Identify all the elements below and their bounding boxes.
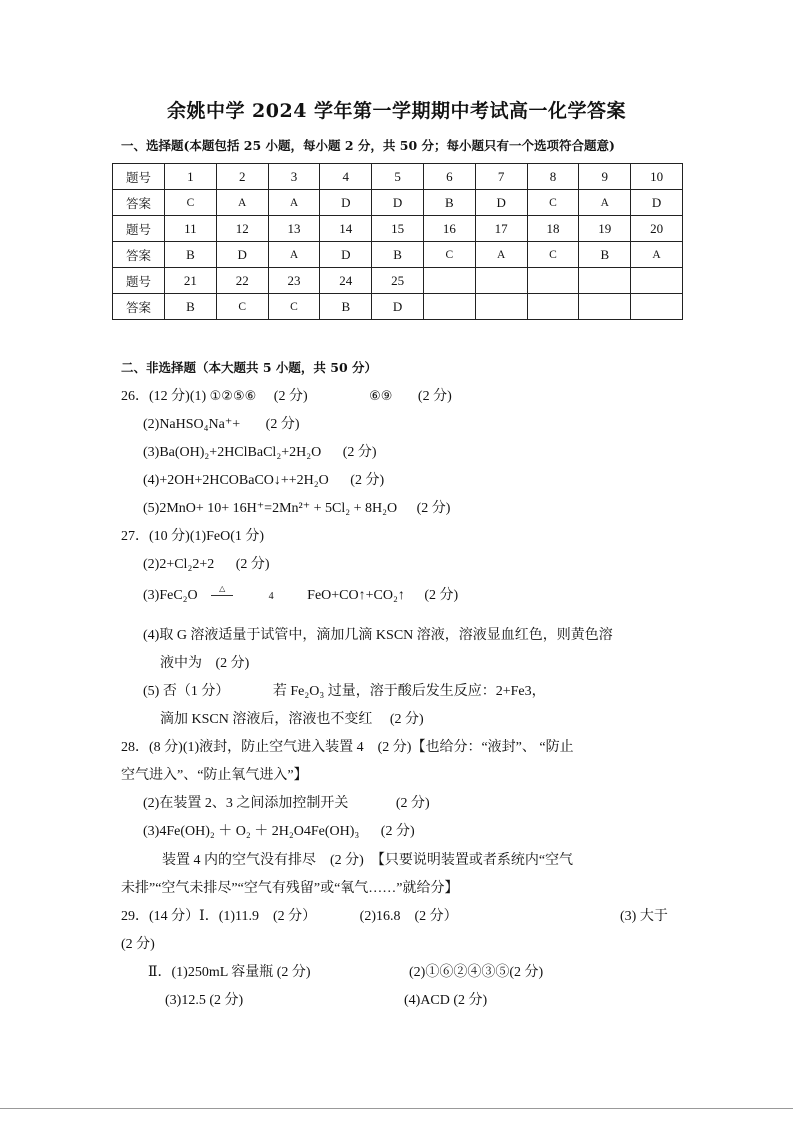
row-label: 题号 xyxy=(113,164,165,190)
table-row xyxy=(113,294,683,320)
answer-cell: A xyxy=(475,242,527,268)
answer-cell: D xyxy=(631,190,683,216)
section-2-heading: 二、非选择题（本大题共 5 小题，共 50 分） xyxy=(121,360,378,375)
answer-cell: C xyxy=(527,242,579,268)
question-number-cell: 7 xyxy=(475,164,527,190)
q26-line-1 xyxy=(121,385,452,405)
question-number-cell: 11 xyxy=(165,216,217,242)
q26-line-2 xyxy=(143,413,299,433)
q27-line-5 xyxy=(143,680,546,700)
q27-part-5-score: (2 分) xyxy=(389,712,424,727)
q28-part-3-score: (2 分) xyxy=(380,824,415,839)
answer-cell: A xyxy=(579,190,631,216)
answer-cell: B xyxy=(165,242,217,268)
question-number-cell: 10 xyxy=(631,164,683,190)
q26-answer-1: ①②⑤⑥ xyxy=(209,389,257,404)
answer-cell: B xyxy=(579,242,631,268)
q27-line-4b xyxy=(160,652,249,672)
answer-cell: D xyxy=(216,242,268,268)
q27-part-5-answer: (5) 否（1 分） xyxy=(143,684,230,699)
row-label: 答案 xyxy=(113,294,165,320)
answer-cell xyxy=(475,294,527,320)
q28-line-6: 未排”“空气未排尽”“空气有残留”或“氧气……”就给分】 xyxy=(121,881,459,896)
q28-line-2: 空气进入”、“防止氧气进入”】 xyxy=(121,768,308,783)
q27-line-2 xyxy=(143,553,270,573)
q27-part-4-score: (2 分) xyxy=(215,656,250,671)
q27-part-4-line-b: 液中为 xyxy=(160,656,202,671)
q29-part-ii-3: (3)12.5 (2 分) xyxy=(165,993,244,1008)
q27-line-3 xyxy=(143,584,458,604)
page-title: 余姚中学 2024 学年第一学期期中考试高一化学答案 xyxy=(166,100,627,122)
q27-line-5b xyxy=(160,708,424,728)
question-number-cell: 20 xyxy=(631,216,683,242)
answer-cell: B xyxy=(165,294,217,320)
answer-cell xyxy=(579,294,631,320)
q29-part-i-3-score: (2 分) xyxy=(121,937,155,952)
table-row xyxy=(113,164,683,190)
question-number-cell: 23 xyxy=(268,268,320,294)
heat-delta-icon: △ xyxy=(211,584,233,596)
q27-part-5-reason: 若 Fe₂O₃ 过量，溶于酸后发生反应：2+Fe3， xyxy=(272,684,546,699)
question-number-cell xyxy=(423,268,475,294)
q26-head: 26．(12 分)(1) xyxy=(121,389,210,404)
question-number-cell: 8 xyxy=(527,164,579,190)
answer-cell xyxy=(527,294,579,320)
table-row xyxy=(113,216,683,242)
q28-line-5: 装置 4 内的空气没有排尽 (2 分) 【只要说明装置或者系统内“空气 xyxy=(162,853,574,868)
question-number-cell xyxy=(527,268,579,294)
q29-part-i-3: (3) 大于 xyxy=(620,909,668,924)
q29-line-1 xyxy=(121,905,458,925)
q27-part-3-products: FeO+CO↑+CO₂↑ xyxy=(307,588,405,603)
q26-part-2-score: (2 分) xyxy=(265,417,300,432)
q27-head: 27．(10 分)(1)FeO(1 分) xyxy=(121,529,265,544)
question-number-cell: 14 xyxy=(320,216,372,242)
answer-cell: B xyxy=(423,190,475,216)
question-number-cell: 16 xyxy=(423,216,475,242)
question-number-cell: 17 xyxy=(475,216,527,242)
q26-line-3 xyxy=(143,441,377,461)
row-label: 答案 xyxy=(113,242,165,268)
q27-part-4-line-a: (4)取 G 溶液适量于试管中，滴加几滴 KSCN 溶液，溶液显血红色，则黄色溶 xyxy=(143,628,613,643)
q29-head: 29．(14 分）Ⅰ．(1)11.9 (2 分） xyxy=(121,909,317,924)
question-number-cell: 3 xyxy=(268,164,320,190)
answer-cell: A xyxy=(216,190,268,216)
q26-answer-2: ⑥⑨ xyxy=(369,389,393,404)
q26-part-4: (4)+2OH+2HCOBaCO↓++2H₂O xyxy=(143,473,329,488)
answer-cell: B xyxy=(372,242,424,268)
q26-part-3: (3)Ba(OH)₂+2HClBaCl₂+2H₂O xyxy=(143,445,322,460)
row-label: 答案 xyxy=(113,190,165,216)
question-number-cell: 1 xyxy=(165,164,217,190)
question-number-cell: 6 xyxy=(423,164,475,190)
q26-line-4 xyxy=(143,469,384,489)
answer-cell: D xyxy=(372,294,424,320)
question-number-cell: 13 xyxy=(268,216,320,242)
q28-part-2-score: (2 分) xyxy=(395,796,430,811)
answer-cell: C xyxy=(165,190,217,216)
q27-part-3-reactant: (3)FeC₂O xyxy=(143,588,198,603)
answer-cell xyxy=(423,294,475,320)
answer-cell: C xyxy=(423,242,475,268)
table-row xyxy=(113,190,683,216)
answer-cell: C xyxy=(216,294,268,320)
q27-part-2: (2)2+Cl₂2+2 xyxy=(143,557,215,572)
question-number-cell: 21 xyxy=(165,268,217,294)
q29-part-ii-4: (4)ACD (2 分) xyxy=(404,993,488,1008)
question-number-cell: 12 xyxy=(216,216,268,242)
answer-cell: D xyxy=(475,190,527,216)
question-number-cell: 2 xyxy=(216,164,268,190)
answer-cell: D xyxy=(372,190,424,216)
q27-part-5-conclusion: 滴加 KSCN 溶液后，溶液也不变红 xyxy=(160,712,373,727)
table-row xyxy=(113,268,683,294)
question-number-cell xyxy=(475,268,527,294)
q27-part-2-score: (2 分) xyxy=(235,557,270,572)
answer-cell: D xyxy=(320,190,372,216)
q26-line-5 xyxy=(143,497,450,517)
q26-score-1: (2 分) xyxy=(273,389,308,404)
q28-part-3-equation: (3)4Fe(OH)₂ ＋ O₂ ＋ 2H₂O4Fe(OH)₃ xyxy=(143,824,360,839)
section-1-heading: 一、选择题(本题包括 25 小题，每小题 2 分，共 50 分；每小题只有一个选项符合题意) xyxy=(121,138,615,153)
answer-cell: C xyxy=(268,294,320,320)
answer-cell: D xyxy=(320,242,372,268)
answer-cell: B xyxy=(320,294,372,320)
bottom-rule xyxy=(0,1108,793,1109)
q27-part-3-score: (2 分) xyxy=(424,588,459,603)
q28-line-1: 28．(8 分)(1)液封，防止空气进入装置 4 (2 分)【也给分：“液封”、 “防止 xyxy=(121,740,574,755)
question-number-cell: 24 xyxy=(320,268,372,294)
q28-line-3 xyxy=(143,792,430,812)
q28-line-4 xyxy=(143,820,415,840)
question-number-cell: 25 xyxy=(372,268,424,294)
q29-part-i-2: (2)16.8 (2 分） xyxy=(359,909,458,924)
answer-cell: C xyxy=(527,190,579,216)
q29-part-ii-2: (2)①⑥②④③⑤(2 分) xyxy=(409,965,544,980)
answer-table xyxy=(112,163,683,320)
row-label: 题号 xyxy=(113,268,165,294)
question-number-cell: 9 xyxy=(579,164,631,190)
q28-part-2: (2)在装置 2、3 之间添加控制开关 xyxy=(143,796,349,811)
answer-cell: A xyxy=(268,190,320,216)
q26-part-2: (2)NaHSO₄Na⁺+ xyxy=(143,417,241,432)
q29-part-ii-1: Ⅱ．(1)250mL 容量瓶 (2 分) xyxy=(148,965,311,980)
answer-cell xyxy=(631,294,683,320)
question-number-cell xyxy=(579,268,631,294)
q26-part-4-score: (2 分) xyxy=(350,473,385,488)
answer-cell: A xyxy=(631,242,683,268)
question-number-cell: 5 xyxy=(372,164,424,190)
table-row xyxy=(113,242,683,268)
q26-part-5-score: (2 分) xyxy=(416,501,451,516)
question-number-cell: 19 xyxy=(579,216,631,242)
row-label: 题号 xyxy=(113,216,165,242)
answer-cell: A xyxy=(268,242,320,268)
question-number-cell: 22 xyxy=(216,268,268,294)
question-number-cell: 15 xyxy=(372,216,424,242)
q27-part-3-subscript: 4 xyxy=(268,591,274,602)
q26-part-3-score: (2 分) xyxy=(342,445,377,460)
q26-score-2: (2 分) xyxy=(417,389,452,404)
question-number-cell xyxy=(631,268,683,294)
q26-part-5: (5)2MnO+ 10+ 16H⁺=2Mn²⁺ + 5Cl₂ + 8H₂O xyxy=(143,501,398,516)
question-number-cell: 18 xyxy=(527,216,579,242)
question-number-cell: 4 xyxy=(320,164,372,190)
